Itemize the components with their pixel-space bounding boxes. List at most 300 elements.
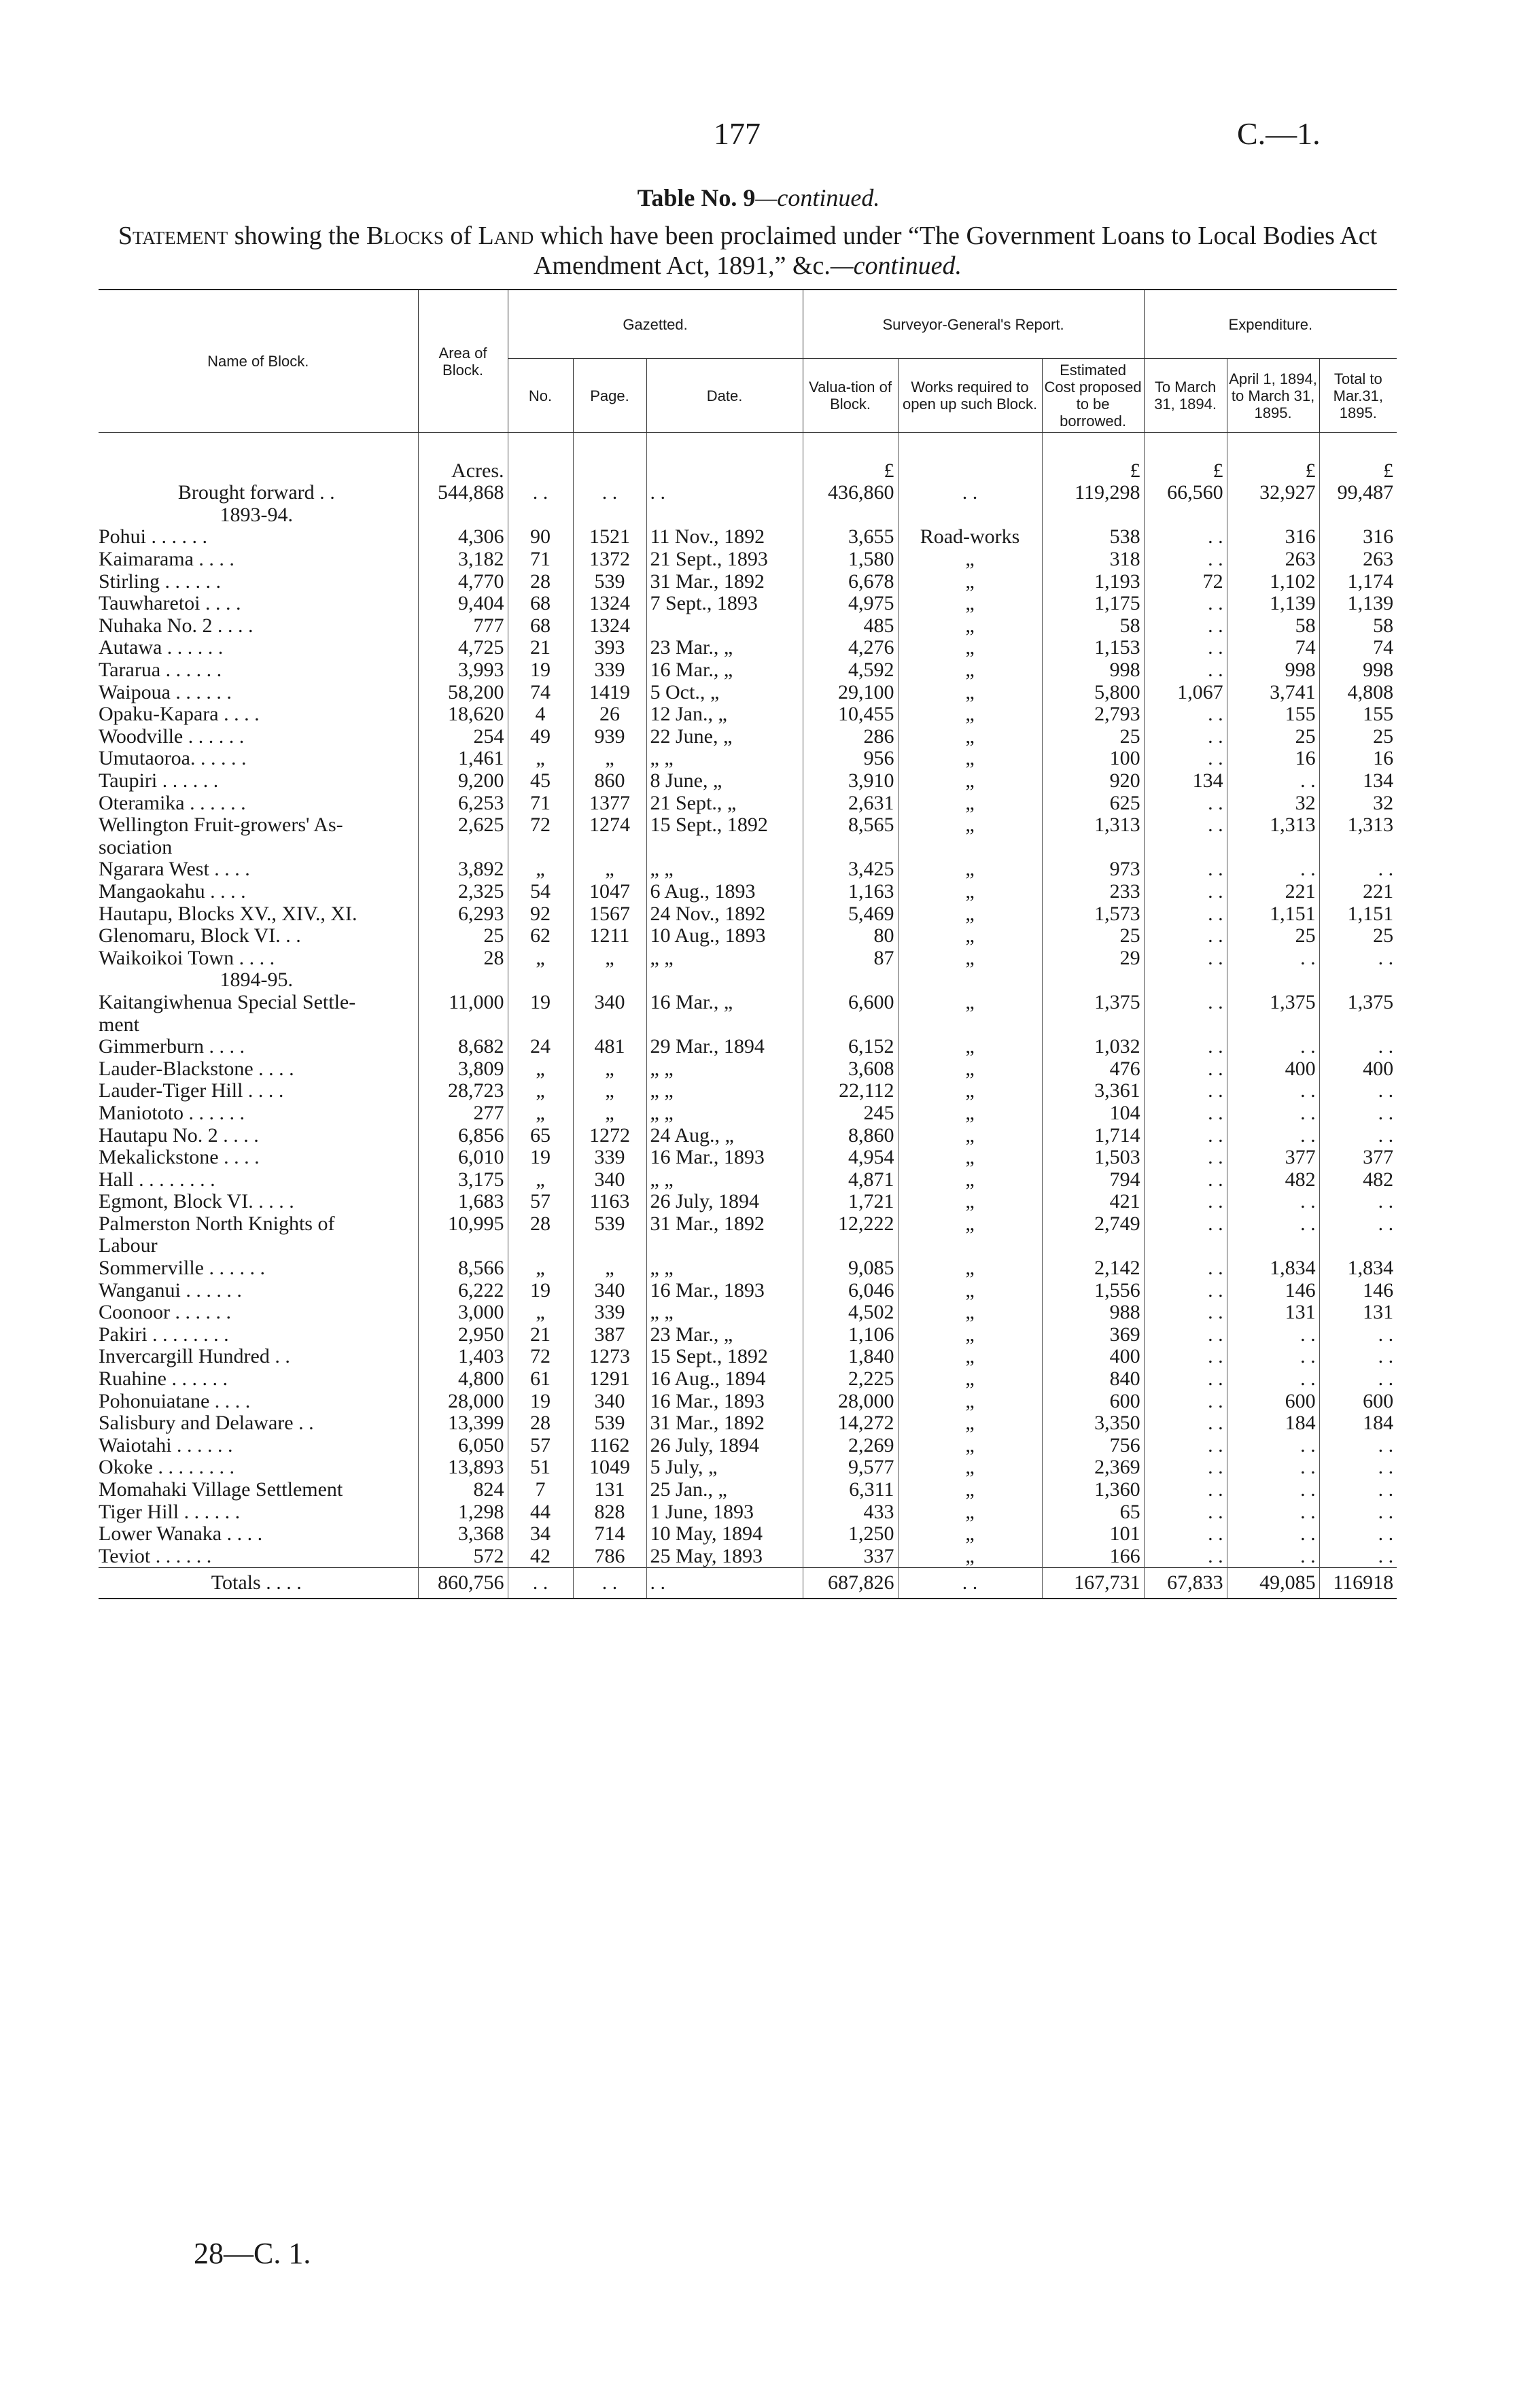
table-title [0, 184, 1517, 212]
cell-gazette-date: 22 June, „ [646, 726, 803, 748]
cell-estimated-cost [1042, 1235, 1144, 1257]
cell-area: 2,325 [418, 881, 508, 903]
cell-estimated-cost: 58 [1042, 615, 1144, 638]
empty-cell [573, 504, 646, 527]
cell-name: sociation [99, 836, 173, 858]
cell-to-march-1894: . . [1144, 1257, 1227, 1280]
cell-april-to-march-1895: . . [1227, 1456, 1319, 1479]
cell-gazette-date: 15 Sept., 1892 [646, 1346, 803, 1368]
cell-estimated-cost: 2,369 [1042, 1456, 1144, 1479]
cell-total: 25 [1319, 925, 1397, 947]
cell-to-march-1894: . . [1144, 1279, 1227, 1302]
cell-estimated-cost: 476 [1042, 1058, 1144, 1080]
cell-total: £ [1319, 433, 1397, 483]
cell-valuation: 2,631 [803, 792, 898, 814]
cell-gazette-date: 16 Mar., 1893 [646, 1147, 803, 1169]
cell-valuation [803, 837, 898, 859]
cell-gazette-no [508, 1013, 573, 1036]
cell-estimated-cost: 2,749 [1042, 1213, 1144, 1236]
cell-gazette-date [646, 1235, 803, 1257]
cell-area: 6,222 [418, 1279, 508, 1302]
cell-name: Invercargill Hundred . . [99, 1346, 290, 1368]
cell-to-march-1894: . . [1144, 1501, 1227, 1523]
cell-name: Umutaoroa. . . . . . [99, 748, 247, 770]
cell-valuation: 436,860 [803, 482, 898, 504]
cell-area: 572 [418, 1546, 508, 1568]
cell-works: „ [898, 1368, 1042, 1391]
cell-gazette-page [573, 837, 646, 859]
cell-april-to-march-1895: 316 [1227, 526, 1319, 548]
brought-forward-row [99, 482, 1397, 504]
cell-total: 1,375 [1319, 992, 1397, 1014]
cell-total: 600 [1319, 1390, 1397, 1412]
table-title-main: Table No. 9 [637, 184, 756, 211]
cell-gazette-no: 28 [508, 1412, 573, 1435]
table-body [99, 433, 1397, 1599]
cell-valuation: 337 [803, 1546, 898, 1568]
cell-gazette-page: . . [573, 482, 646, 504]
cell-valuation: 4,975 [803, 593, 898, 615]
cell-estimated-cost: 119,298 [1042, 482, 1144, 504]
cell-estimated-cost: 1,193 [1042, 570, 1144, 593]
table-row [99, 1257, 1397, 1280]
cell-to-march-1894: . . [1144, 1102, 1227, 1125]
cell-name: Stirling . . . . . . [99, 570, 222, 593]
cell-estimated-cost: 1,714 [1042, 1124, 1144, 1147]
cell-area: 777 [418, 615, 508, 638]
cell-gazette-date: „ „ [646, 947, 803, 969]
table-row [99, 858, 1397, 881]
cell-area: 3,993 [418, 659, 508, 682]
cell-gazette-date: „ „ [646, 1257, 803, 1280]
cell-gazette-date [646, 433, 803, 483]
cell-area [418, 1235, 508, 1257]
cell-valuation: 687,826 [803, 1568, 898, 1599]
cell-gazette-page: 1272 [573, 1124, 646, 1147]
cell-estimated-cost: 5,800 [1042, 681, 1144, 703]
cell-to-march-1894: . . [1144, 703, 1227, 726]
cell-gazette-date [646, 615, 803, 638]
document-code: C.—1. [1237, 116, 1321, 151]
cell-area: 277 [418, 1102, 508, 1125]
cell-gazette-no: „ [508, 1058, 573, 1080]
cell-estimated-cost: 625 [1042, 792, 1144, 814]
cell-gazette-no: 28 [508, 570, 573, 593]
header-gazette-page: Page. [573, 359, 646, 433]
cell-gazette-no: 72 [508, 1346, 573, 1368]
table-row [99, 1412, 1397, 1435]
header-works-required: Works required to open up such Block. [898, 359, 1042, 433]
cell-works: „ [898, 770, 1042, 792]
cell-works: „ [898, 659, 1042, 682]
cell-area: 10,995 [418, 1213, 508, 1236]
table-row [99, 770, 1397, 792]
cell-total: 146 [1319, 1279, 1397, 1302]
cell-april-to-march-1895: 1,313 [1227, 814, 1319, 837]
cell-valuation: 1,106 [803, 1324, 898, 1346]
table-row [99, 570, 1397, 593]
cell-gazette-no: 90 [508, 526, 573, 548]
cell-april-to-march-1895: . . [1227, 1346, 1319, 1368]
cell-to-march-1894: 134 [1144, 770, 1227, 792]
cell-area: 25 [418, 925, 508, 947]
empty-cell [508, 969, 573, 992]
table-row [99, 1324, 1397, 1346]
cell-name: Hautapu No. 2 . . . . [99, 1124, 259, 1147]
cell-works: „ [898, 1058, 1042, 1080]
table-row [99, 1102, 1397, 1125]
cell-estimated-cost: 167,731 [1042, 1568, 1144, 1599]
cell-total: . . [1319, 1124, 1397, 1147]
cell-total: 184 [1319, 1412, 1397, 1435]
cell-total: . . [1319, 1102, 1397, 1125]
cell-gazette-page: „ [573, 1102, 646, 1125]
cell-works: „ [898, 858, 1042, 881]
cell-gazette-page: 1274 [573, 814, 646, 837]
table-row [99, 637, 1397, 659]
cell-to-march-1894: . . [1144, 593, 1227, 615]
cell-estimated-cost: 25 [1042, 726, 1144, 748]
table-row [99, 881, 1397, 903]
cell-area: 3,175 [418, 1168, 508, 1191]
header-to-march-1894: To March 31, 1894. [1144, 359, 1227, 433]
cell-works: „ [898, 681, 1042, 703]
cell-valuation: 4,871 [803, 1168, 898, 1191]
cell-name: Opaku-Kapara . . . . [99, 703, 260, 726]
cell-name: Taupiri . . . . . . [99, 769, 219, 792]
cell-estimated-cost: 988 [1042, 1302, 1144, 1324]
cell-gazette-date: 5 Oct., „ [646, 681, 803, 703]
cell-to-march-1894: . . [1144, 1435, 1227, 1457]
cell-total: 58 [1319, 615, 1397, 638]
cell-april-to-march-1895: 377 [1227, 1147, 1319, 1169]
empty-cell [573, 969, 646, 992]
cell-works: „ [898, 1456, 1042, 1479]
cell-gazette-page: 1162 [573, 1435, 646, 1457]
cell-area: 9,200 [418, 770, 508, 792]
table-row [99, 1124, 1397, 1147]
cell-total [1319, 1235, 1397, 1257]
cell-gazette-date: . . [646, 1568, 803, 1599]
cell-valuation [803, 1013, 898, 1036]
cell-to-march-1894: . . [1144, 1546, 1227, 1568]
cell-gazette-no: 71 [508, 548, 573, 571]
cell-works: . . [898, 1568, 1042, 1599]
cell-area: 6,010 [418, 1147, 508, 1169]
cell-estimated-cost: 1,175 [1042, 593, 1144, 615]
cell-gazette-no: 4 [508, 703, 573, 726]
empty-cell [1227, 504, 1319, 527]
cell-gazette-page: 1047 [573, 881, 646, 903]
cell-gazette-date: 21 Sept., 1893 [646, 548, 803, 571]
cell-gazette-page: 131 [573, 1479, 646, 1501]
header-expenditure: Expenditure. [1144, 290, 1397, 359]
cell-estimated-cost: 1,032 [1042, 1036, 1144, 1058]
cell-estimated-cost: 1,503 [1042, 1147, 1144, 1169]
cell-valuation: 6,311 [803, 1479, 898, 1501]
cell-gazette-page: 1163 [573, 1191, 646, 1213]
table-row [99, 947, 1397, 969]
cell-april-to-march-1895: 221 [1227, 881, 1319, 903]
cell-area: 3,809 [418, 1058, 508, 1080]
cell-total: 25 [1319, 726, 1397, 748]
cell-gazette-page: „ [573, 1058, 646, 1080]
cell-works: „ [898, 881, 1042, 903]
cell-gazette-date: 12 Jan., „ [646, 703, 803, 726]
cell-name: Tararua . . . . . . [99, 659, 222, 682]
cell-name: Wellington Fruit-growers' As- [99, 814, 343, 837]
cell-gazette-page: 1211 [573, 925, 646, 947]
cell-name: Ruahine . . . . . . [99, 1367, 228, 1391]
cell-name: Pohui . . . . . . [99, 526, 208, 548]
cell-gazette-date: 16 Mar., 1893 [646, 1390, 803, 1412]
cell-valuation: 80 [803, 925, 898, 947]
cell-april-to-march-1895: 1,151 [1227, 903, 1319, 925]
footer-code: 28—C. 1. [194, 2237, 311, 2270]
cell-name: Totals . . . . [99, 1568, 418, 1599]
cell-to-march-1894: . . [1144, 1168, 1227, 1191]
cell-gazette-date: 1 June, 1893 [646, 1501, 803, 1523]
table-row [99, 1346, 1397, 1368]
cell-works: „ [898, 1257, 1042, 1280]
cell-total: 1,139 [1319, 593, 1397, 615]
cell-to-march-1894: £ [1144, 433, 1227, 483]
cell-gazette-no: 45 [508, 770, 573, 792]
cell-works: „ [898, 1036, 1042, 1058]
cell-total: . . [1319, 858, 1397, 881]
cell-gazette-page: „ [573, 858, 646, 881]
cell-gazette-no: 42 [508, 1546, 573, 1568]
cell-area: 13,399 [418, 1412, 508, 1435]
table-row [99, 1523, 1397, 1546]
cell-to-march-1894: . . [1144, 1324, 1227, 1346]
cell-to-march-1894: . . [1144, 1147, 1227, 1169]
cell-to-march-1894: . . [1144, 1058, 1227, 1080]
cell-gazette-date [646, 1013, 803, 1036]
cell-gazette-no: „ [508, 947, 573, 969]
cell-works: „ [898, 814, 1042, 837]
cell-valuation: 6,678 [803, 570, 898, 593]
cell-area: 3,368 [418, 1523, 508, 1546]
cell-area: 860,756 [418, 1568, 508, 1599]
cell-estimated-cost: 538 [1042, 526, 1144, 548]
cell-gazette-date: „ „ [646, 748, 803, 770]
cell-gazette-no: 68 [508, 593, 573, 615]
cell-works: „ [898, 992, 1042, 1014]
cell-name: Lauder-Blackstone . . . . [99, 1058, 294, 1080]
cell-works: „ [898, 637, 1042, 659]
cell-works [898, 837, 1042, 859]
cell-gazette-date: 10 Aug., 1893 [646, 925, 803, 947]
table-row [99, 548, 1397, 571]
cell-name: Egmont, Block VI. . . . . [99, 1191, 294, 1213]
statement-continued: —continued. [830, 251, 962, 280]
cell-total: . . [1319, 1080, 1397, 1102]
units-row [99, 433, 1397, 483]
cell-gazette-date: „ „ [646, 1080, 803, 1102]
table-row [99, 1191, 1397, 1213]
cell-estimated-cost: 400 [1042, 1346, 1144, 1368]
cell-to-march-1894: . . [1144, 548, 1227, 571]
cell-name: Hautapu, Blocks XV., XIV., XI. [99, 903, 358, 925]
cell-estimated-cost: 973 [1042, 858, 1144, 881]
cell-to-march-1894: . . [1144, 903, 1227, 925]
cell-name: Woodville . . . . . . [99, 725, 245, 748]
cell-april-to-march-1895: 25 [1227, 726, 1319, 748]
cell-works: „ [898, 615, 1042, 638]
cell-name: Okoke . . . . . . . . [99, 1456, 234, 1479]
table-row [99, 814, 1397, 837]
cell-works: „ [898, 1501, 1042, 1523]
cell-name: Pakiri . . . . . . . . [99, 1323, 229, 1346]
cell-estimated-cost: 1,375 [1042, 992, 1144, 1014]
cell-gazette-no: 19 [508, 992, 573, 1014]
header-gazette-no: No. [508, 359, 573, 433]
cell-estimated-cost: 421 [1042, 1191, 1144, 1213]
cell-valuation: 9,085 [803, 1257, 898, 1280]
cell-gazette-page: 481 [573, 1036, 646, 1058]
cell-gazette-no: 49 [508, 726, 573, 748]
cell-april-to-march-1895: 25 [1227, 925, 1319, 947]
cell-gazette-page: 714 [573, 1523, 646, 1546]
cell-area: 8,566 [418, 1257, 508, 1280]
cell-name: Wanganui . . . . . . [99, 1279, 242, 1302]
cell-april-to-march-1895: 49,085 [1227, 1568, 1319, 1599]
cell-gazette-date: 6 Aug., 1893 [646, 881, 803, 903]
cell-april-to-march-1895: 482 [1227, 1168, 1319, 1191]
cell-gazette-no: „ [508, 1257, 573, 1280]
cell-area [418, 1013, 508, 1036]
cell-april-to-march-1895: 32,927 [1227, 482, 1319, 504]
table-row [99, 748, 1397, 770]
header-area: Area of Block. [418, 290, 508, 433]
cell-total: 482 [1319, 1168, 1397, 1191]
cell-works: „ [898, 726, 1042, 748]
cell-total: . . [1319, 947, 1397, 969]
cell-to-march-1894: . . [1144, 1036, 1227, 1058]
cell-gazette-page: 1567 [573, 903, 646, 925]
cell-works: „ [898, 947, 1042, 969]
cell-total: 263 [1319, 548, 1397, 571]
cell-valuation: 1,580 [803, 548, 898, 571]
cell-valuation: 28,000 [803, 1390, 898, 1412]
empty-cell [803, 969, 898, 992]
table-title-continued: —continued. [755, 184, 880, 211]
cell-to-march-1894: . . [1144, 1124, 1227, 1147]
cell-gazette-page: 539 [573, 1213, 646, 1236]
cell-valuation: 1,840 [803, 1346, 898, 1368]
cell-name: Waipoua . . . . . . [99, 681, 232, 703]
cell-gazette-page: 1419 [573, 681, 646, 703]
cell-area [418, 837, 508, 859]
cell-estimated-cost: 1,573 [1042, 903, 1144, 925]
cell-works: „ [898, 903, 1042, 925]
cell-april-to-march-1895: 1,834 [1227, 1257, 1319, 1280]
cell-estimated-cost [1042, 837, 1144, 859]
empty-cell [898, 504, 1042, 527]
cell-gazette-page: 786 [573, 1546, 646, 1568]
cell-works: „ [898, 548, 1042, 571]
cell-works: „ [898, 1213, 1042, 1236]
cell-to-march-1894: . . [1144, 526, 1227, 548]
cell-area: 28,000 [418, 1390, 508, 1412]
cell-gazette-date: „ „ [646, 1102, 803, 1125]
cell-estimated-cost: 794 [1042, 1168, 1144, 1191]
cell-works: Road-works [898, 526, 1042, 548]
cell-gazette-no: 7 [508, 1479, 573, 1501]
cell-name: Sommerville . . . . . . [99, 1257, 265, 1280]
cell-to-march-1894: . . [1144, 1368, 1227, 1391]
cell-valuation: 6,046 [803, 1279, 898, 1302]
cell-name: Lauder-Tiger Hill . . . . [99, 1080, 284, 1102]
cell-total: 1,174 [1319, 570, 1397, 593]
cell-gazette-page: 339 [573, 1302, 646, 1324]
table-row [99, 659, 1397, 682]
cell-to-march-1894: . . [1144, 1346, 1227, 1368]
cell-valuation: 6,152 [803, 1036, 898, 1058]
cell-gazette-no: 24 [508, 1036, 573, 1058]
cell-gazette-no: 34 [508, 1523, 573, 1546]
cell-april-to-march-1895: 58 [1227, 615, 1319, 638]
statement-text-3: which have been proclaimed under “The Government Loans to Local Bodies Act Amendment Act, 1891,” &c. [533, 222, 1378, 280]
cell-april-to-march-1895: 1,102 [1227, 570, 1319, 593]
cell-gazette-date: 21 Sept., „ [646, 792, 803, 814]
cell-total: . . [1319, 1036, 1397, 1058]
empty-cell [1144, 504, 1227, 527]
cell-gazette-page: 339 [573, 1147, 646, 1169]
table-row [99, 1213, 1397, 1236]
cell-area: 1,683 [418, 1191, 508, 1213]
cell-gazette-date: 26 July, 1894 [646, 1191, 803, 1213]
cell-gazette-no: 72 [508, 814, 573, 837]
empty-cell [646, 969, 803, 992]
cell-area: 4,306 [418, 526, 508, 548]
cell-valuation: 3,425 [803, 858, 898, 881]
cell-gazette-no: 71 [508, 792, 573, 814]
cell-to-march-1894: . . [1144, 858, 1227, 881]
cell-gazette-no: 92 [508, 903, 573, 925]
cell-estimated-cost: 100 [1042, 748, 1144, 770]
cell-estimated-cost: 840 [1042, 1368, 1144, 1391]
table-row [99, 1546, 1397, 1568]
cell-area: 6,856 [418, 1124, 508, 1147]
cell-total: . . [1319, 1346, 1397, 1368]
cell-gazette-page: „ [573, 947, 646, 969]
cell-april-to-march-1895: 131 [1227, 1302, 1319, 1324]
blocks-of-land-table [99, 289, 1397, 1599]
cell-gazette-page: „ [573, 748, 646, 770]
cell-valuation: 245 [803, 1102, 898, 1125]
cell-valuation: 3,608 [803, 1058, 898, 1080]
cell-gazette-no: „ [508, 748, 573, 770]
cell-valuation: 1,721 [803, 1191, 898, 1213]
empty-cell [1042, 969, 1144, 992]
header-valuation: Valua-tion of Block. [803, 359, 898, 433]
cell-area: 4,770 [418, 570, 508, 593]
cell-april-to-march-1895: . . [1227, 1546, 1319, 1568]
cell-gazette-no: . . [508, 1568, 573, 1599]
cell-to-march-1894: 67,833 [1144, 1568, 1227, 1599]
cell-estimated-cost: 233 [1042, 881, 1144, 903]
cell-gazette-no: 19 [508, 1279, 573, 1302]
cell-gazette-page: 340 [573, 992, 646, 1014]
cell-area: 1,298 [418, 1501, 508, 1523]
cell-april-to-march-1895: 1,375 [1227, 992, 1319, 1014]
cell-name: Maniototo . . . . . . [99, 1102, 245, 1124]
year-1894-95-row [99, 969, 1397, 992]
cell-gazette-page: 939 [573, 726, 646, 748]
cell-works: „ [898, 1546, 1042, 1568]
